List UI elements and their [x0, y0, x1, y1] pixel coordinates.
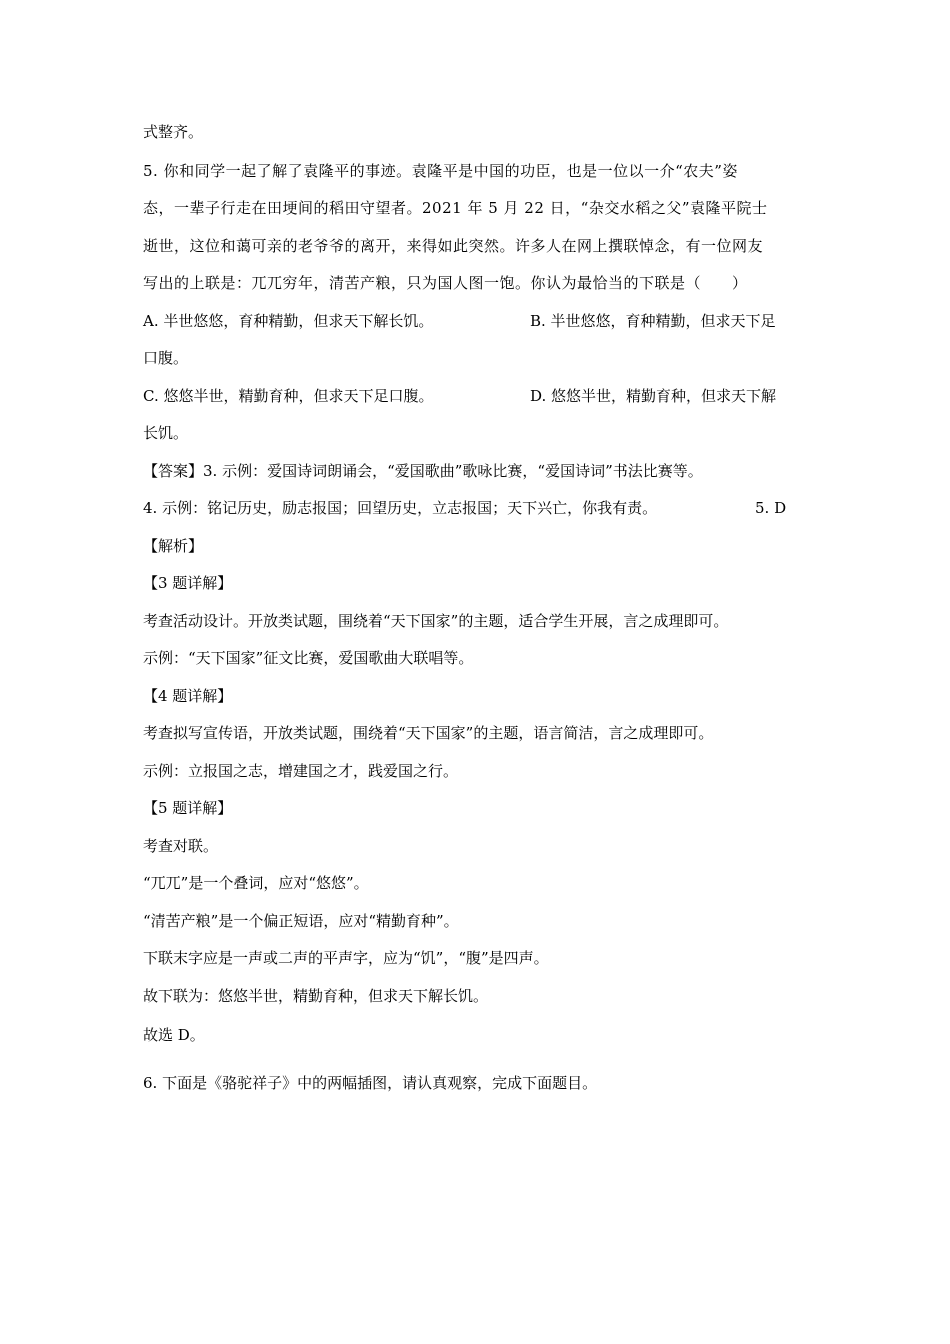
q5-detail-text: “兀兀”是一个叠词，应对“悠悠”。 [143, 874, 369, 892]
question-6: 6. 下面是《骆驼祥子》中的两幅插图，请认真观察，完成下面题目。 [143, 1074, 598, 1092]
q5-conclusion: 故选 D。 [143, 1026, 205, 1044]
option-a: A. 半世悠悠，育种精勤，但求天下解长饥。 [143, 312, 434, 330]
q5-detail-text: 考查对联。 [143, 837, 219, 855]
option-d-cont: 长饥。 [143, 424, 189, 442]
analysis-heading: 【解析】 [143, 537, 204, 555]
option-d: D. 悠悠半世，精勤育种，但求天下解 [530, 387, 777, 405]
q3-detail-text: 考查活动设计。开放类试题，围绕着“天下国家”的主题，适合学生开展，言之成理即可。 [143, 612, 729, 630]
question-5-line-4: 写出的上联是：兀兀穷年，清苦产粮，只为国人图一饱。你认为最恰当的下联是（ ） [143, 274, 748, 292]
q4-detail-heading: 【4 题详解】 [143, 687, 233, 705]
question-5-line-1: 5. 你和同学一起了解了袁隆平的事迹。袁隆平是中国的功臣，也是一位以一介“农夫”姿 [143, 162, 738, 180]
q5-detail-text: 下联末字应是一声或二声的平声字，应为“饥”，“腹”是四声。 [143, 949, 549, 967]
option-b: B. 半世悠悠，育种精勤，但求天下足 [530, 312, 776, 330]
text-line: 式整齐。 [143, 123, 204, 141]
q3-detail-heading: 【3 题详解】 [143, 574, 233, 592]
answer-line-1: 【答案】3. 示例：爱国诗词朗诵会，“爱国歌曲”歌咏比赛，“爱国诗词”书法比赛等。 [143, 462, 703, 480]
q5-detail-text: 故下联为：悠悠半世，精勤育种，但求天下解长饥。 [143, 987, 489, 1005]
q5-detail-heading: 【5 题详解】 [143, 799, 233, 817]
question-5-line-3: 逝世，这位和蔼可亲的老爷爷的离开，来得如此突然。许多人在网上撰联悼念，有一位网友 [143, 237, 764, 255]
question-5-line-2: 态，一辈子行走在田埂间的稻田守望者。2021 年 5 月 22 日，“杂交水稻之父”袁隆平院士 [143, 199, 768, 217]
option-b-cont: 口腹。 [143, 349, 189, 367]
answer-line-2: 4. 示例：铭记历史，励志报国；回望历史，立志报国；天下兴亡，你我有责。 [143, 499, 658, 517]
q3-example: 示例：“天下国家”征文比赛，爱国歌曲大联唱等。 [143, 649, 474, 667]
q4-detail-text: 考查拟写宣传语，开放类试题，围绕着“天下国家”的主题，语言简洁，言之成理即可。 [143, 724, 714, 742]
option-c: C. 悠悠半世，精勤育种，但求天下足口腹。 [143, 387, 434, 405]
q4-example: 示例：立报国之志，增建国之才，践爱国之行。 [143, 762, 459, 780]
q5-detail-text: “清苦产粮”是一个偏正短语，应对“精勤育种”。 [143, 912, 459, 930]
answer-5: 5. D [755, 499, 787, 517]
